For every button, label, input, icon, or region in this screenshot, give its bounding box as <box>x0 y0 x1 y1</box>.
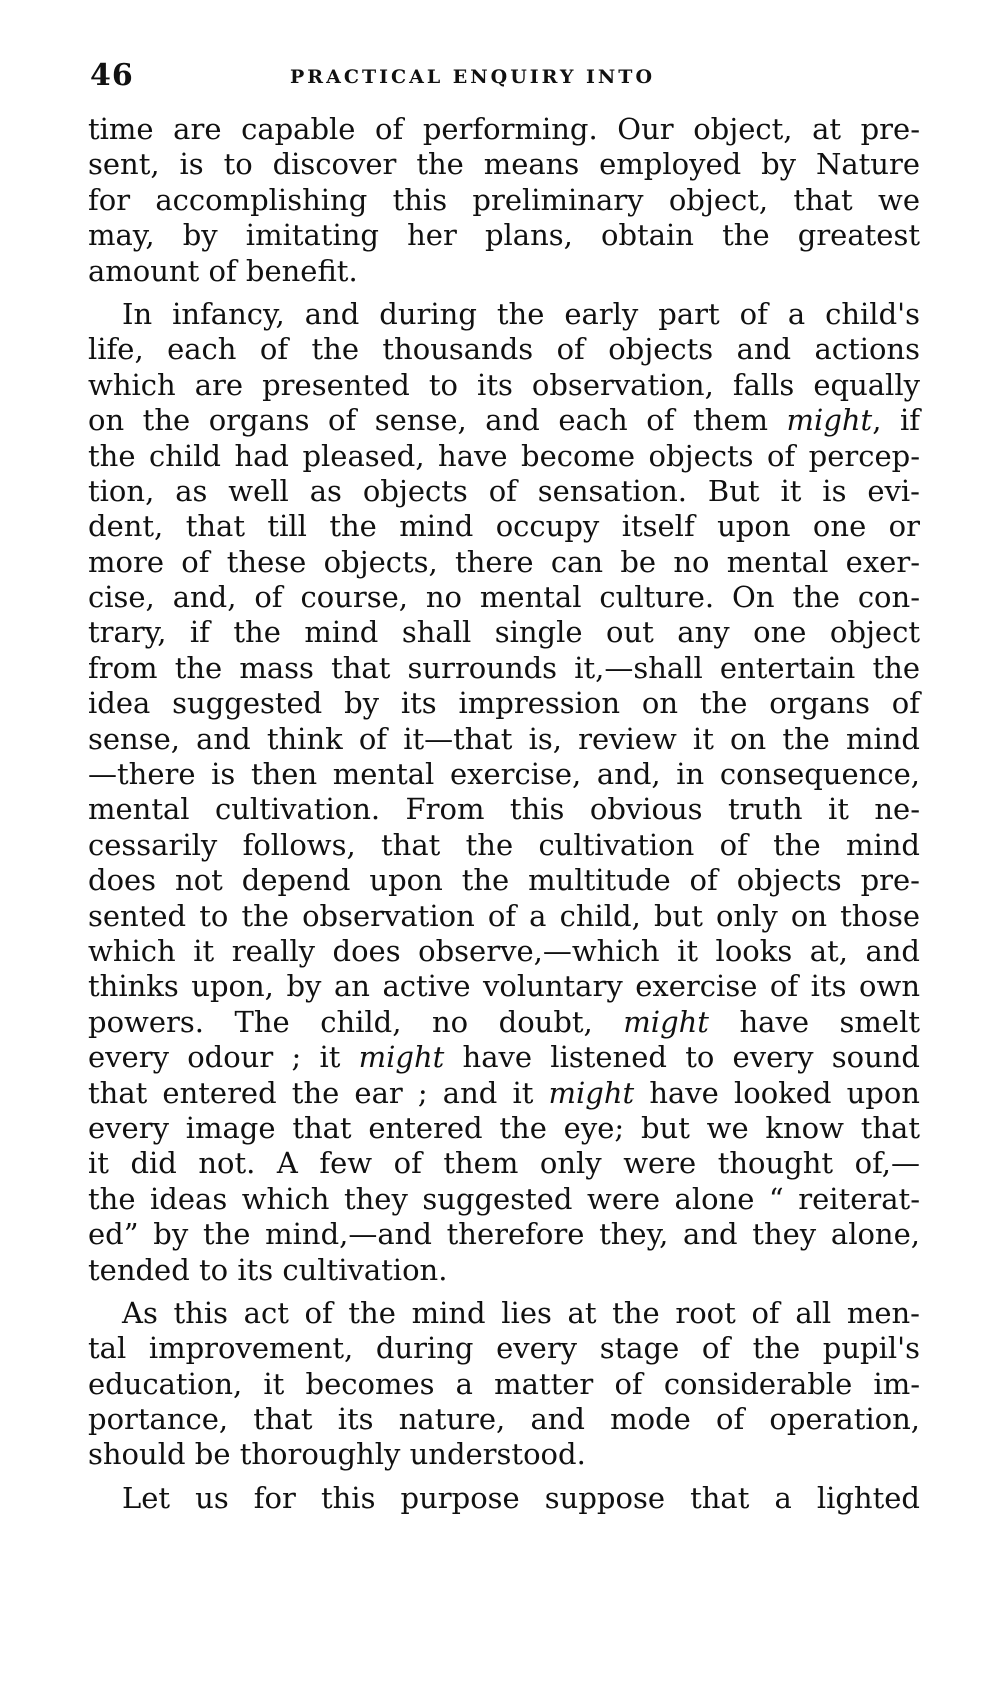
text-line: that entered the ear ; and it might have looked upon <box>88 1075 920 1110</box>
text-line: dent, that till the mind occupy itself upon one or <box>88 509 920 544</box>
text-line: the ideas which they suggested were alone “ reiterat- <box>88 1181 920 1216</box>
text-line: from the mass that surrounds it,—shall entertain the <box>88 650 920 685</box>
text-line: tended to its cultivation. <box>88 1252 448 1287</box>
text-line: it did not. A few of them only were thought of,— <box>88 1146 920 1181</box>
paragraph-gap <box>88 1473 920 1481</box>
text-line: time are capable of performing. Our object, at pre- <box>88 112 920 146</box>
text-line: which it really does observe,—which it looks at, and <box>88 933 920 968</box>
text-line: amount of benefit. <box>88 253 358 288</box>
text-line: education, it becomes a matter of considerable im- <box>88 1366 920 1401</box>
text-line: powers. The child, no doubt, might have smelt <box>88 1004 920 1039</box>
paragraph <box>88 112 920 289</box>
paragraph <box>88 1296 920 1473</box>
text-line: thinks upon, by an active voluntary exercise of its own <box>88 969 920 1004</box>
text-line: trary, if the mind shall single out any one object <box>88 615 920 650</box>
body-text <box>88 112 920 1516</box>
text-line: more of these objects, there can be no mental exer- <box>88 544 920 579</box>
text-line: every odour ; it might have listened to every sound <box>88 1040 920 1075</box>
text-line: sented to the observation of a child, but only on those <box>88 898 920 933</box>
running-head: PRACTICAL ENQUIRY INTO <box>290 66 655 88</box>
paragraph-gap <box>88 1288 920 1296</box>
text-line: As this act of the mind lies at the root of all men- <box>122 1295 920 1330</box>
text-line: sent, is to discover the means employed by Nature <box>88 147 920 182</box>
text-line: In infancy, and during the early part of a child's <box>122 296 920 331</box>
text-line: does not depend upon the multitude of objects pre- <box>88 863 920 898</box>
text-line: —there is then mental exercise, and, in consequence, <box>88 757 920 792</box>
paragraph <box>88 297 920 1288</box>
text-line: tal improvement, during every stage of the pupil's <box>88 1331 920 1366</box>
text-line: sense, and think of it—that is, review it on the mind <box>88 721 920 756</box>
text-line: every image that entered the eye; but we know that <box>88 1110 920 1145</box>
text-line: cise, and, of course, no mental culture. On the con- <box>88 580 920 615</box>
text-line: which are presented to its observation, falls equally <box>88 367 920 402</box>
text-line: the child had pleased, have become objects of percep- <box>88 438 920 473</box>
page-header <box>90 58 920 98</box>
text-line: portance, that its nature, and mode of operation, <box>88 1402 920 1437</box>
text-line: life, each of the thousands of objects and actions <box>88 332 920 367</box>
page-number: 46 <box>90 58 134 93</box>
paragraph-gap <box>88 289 920 297</box>
text-line: cessarily follows, that the cultivation of the mind <box>88 827 920 862</box>
text-line: idea suggested by its impression on the organs of <box>88 686 920 721</box>
text-line: tion, as well as objects of sensation. But it is evi- <box>88 473 920 508</box>
text-line: Let us for this purpose suppose that a lighted <box>122 1480 920 1515</box>
text-line: ed” by the mind,—and therefore they, and they alone, <box>88 1217 920 1252</box>
text-line: may, by imitating her plans, obtain the greatest <box>88 218 920 253</box>
text-line: should be thoroughly understood. <box>88 1437 586 1472</box>
paragraph <box>88 1481 920 1516</box>
text-line: for accomplishing this preliminary object, that we <box>88 182 920 217</box>
text-line: mental cultivation. From this obvious truth it ne- <box>88 792 920 827</box>
text-line: on the organs of sense, and each of them might, if <box>88 403 920 438</box>
